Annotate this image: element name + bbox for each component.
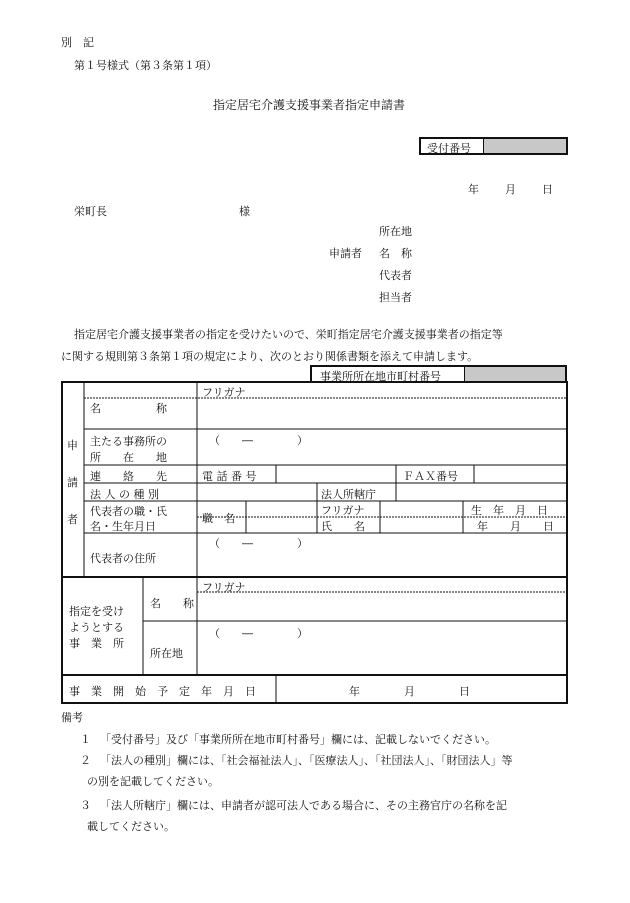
- applicant-name-label: 名 称: [379, 247, 412, 260]
- office-postal-code: （ ― ）: [209, 434, 308, 447]
- jurisdiction-input[interactable]: [397, 484, 566, 501]
- applicant-name-input[interactable]: [198, 399, 566, 429]
- office-address-label-2: 所 在 地: [90, 451, 167, 464]
- rep-postal-code: （ ― ）: [209, 537, 308, 550]
- rep-name-label: 氏 名: [321, 520, 365, 533]
- rep-label-2: 名・生年月日: [90, 520, 156, 533]
- name-furigana-label: フリガナ: [202, 386, 246, 399]
- start-date-input[interactable]: [277, 676, 566, 702]
- target-postal-code: （ ― ）: [209, 627, 308, 640]
- jurisdiction-label: 法人所轄庁: [321, 488, 376, 501]
- note-2-text-b: の別を記載してください。: [87, 775, 219, 788]
- fax-label: ＦＡＸ番号: [403, 470, 458, 483]
- target-furigana-label: フリガナ: [202, 581, 246, 594]
- date-day: 日: [542, 183, 553, 196]
- applicant-representative-label: 代表者: [379, 269, 412, 282]
- note-3-text-b: 載してください。: [87, 820, 175, 833]
- applicant-address-label: 所在地: [379, 225, 412, 238]
- target-name-input[interactable]: [198, 593, 566, 621]
- applicant-vertical-1: 申: [67, 439, 78, 452]
- target-name-label: 名 称: [150, 597, 194, 610]
- applicant-vertical-2: 請: [67, 476, 78, 489]
- intro-line-2: に関する規則第３条第１項の規定により、次のとおり関係書類を添えて申請します。: [61, 350, 479, 363]
- target-address-input[interactable]: [198, 622, 566, 675]
- corp-type-label: 法 人 の 種 別: [90, 488, 159, 501]
- fax-input[interactable]: [475, 466, 566, 483]
- note-1-number: １: [80, 733, 91, 746]
- job-title-label: 職 名: [202, 512, 235, 525]
- receipt-box: [419, 137, 568, 155]
- corp-type-input[interactable]: [198, 484, 317, 501]
- office-address-label-1: 主たる事務所の: [90, 435, 167, 448]
- rep-furigana-label: フリガナ: [321, 504, 365, 517]
- date-month: 月: [505, 183, 516, 196]
- applicant-label: 申請者: [329, 247, 362, 260]
- receipt-number-field[interactable]: [484, 139, 566, 153]
- intro-line-1: 指定居宅介護支援事業者の指定を受けたいので、栄町指定居宅介護支援事業者の指定等: [74, 328, 503, 341]
- target-office-label-2: ようとする: [69, 621, 124, 634]
- target-office-label-3: 事 業 所: [69, 637, 124, 650]
- phone-label: 電 話 番 号: [202, 470, 257, 483]
- rep-label-1: 代表者の職・氏: [90, 505, 167, 518]
- birth-label: 生 年 月 日: [471, 504, 548, 517]
- page-title: 指定居宅介護支援事業者指定申請書: [213, 98, 406, 112]
- start-date-label: 事 業 開 始 予 定 年 月 日: [69, 685, 256, 698]
- applicant-contact-label: 担当者: [379, 291, 412, 304]
- target-address-label: 所在地: [150, 647, 183, 660]
- addressee-name: 栄町長: [74, 205, 107, 218]
- job-title-input[interactable]: [247, 502, 317, 533]
- office-address-input[interactable]: [198, 430, 566, 465]
- rep-address-label: 代表者の住所: [90, 552, 156, 565]
- note-2-number: ２: [80, 754, 91, 767]
- addressee-honorific: 様: [239, 205, 250, 218]
- application-table: [61, 381, 568, 704]
- rep-address-input[interactable]: [198, 534, 566, 577]
- rep-name-input[interactable]: [381, 502, 463, 533]
- start-date-ymd: 年 月 日: [349, 685, 470, 698]
- form-number: 第１号様式（第３条第１項）: [74, 59, 217, 72]
- contact-label: 連 絡 先: [90, 470, 167, 483]
- birth-date-ymd: 年 月 日: [477, 520, 554, 533]
- municipality-label: 事業所所在地市町村番号: [320, 370, 441, 383]
- phone-input[interactable]: [277, 466, 396, 483]
- note-3-number: ３: [80, 799, 91, 812]
- applicant-vertical-3: 者: [67, 513, 78, 526]
- target-office-label-1: 指定を受け: [69, 605, 124, 618]
- date-year: 年: [468, 183, 479, 196]
- note-3-text-a: 「法人所轄庁」欄には、申請者が認可法人である場合に、その主務官庁の名称を記: [100, 799, 507, 812]
- note-1-text: 「受付番号」及び「事業所所在地市町村番号」欄には、記載しないでください。: [100, 733, 496, 746]
- notes-heading: 備考: [61, 711, 83, 724]
- name-label: 名 称: [90, 402, 167, 415]
- receipt-label: 受付番号: [427, 142, 471, 155]
- note-2-text-a: 「法人の種別」欄には、「社会福祉法人」、「医療法人」、「社団法人」、「財団法人」等: [100, 754, 513, 767]
- betsuki-label: 別 記: [61, 36, 94, 49]
